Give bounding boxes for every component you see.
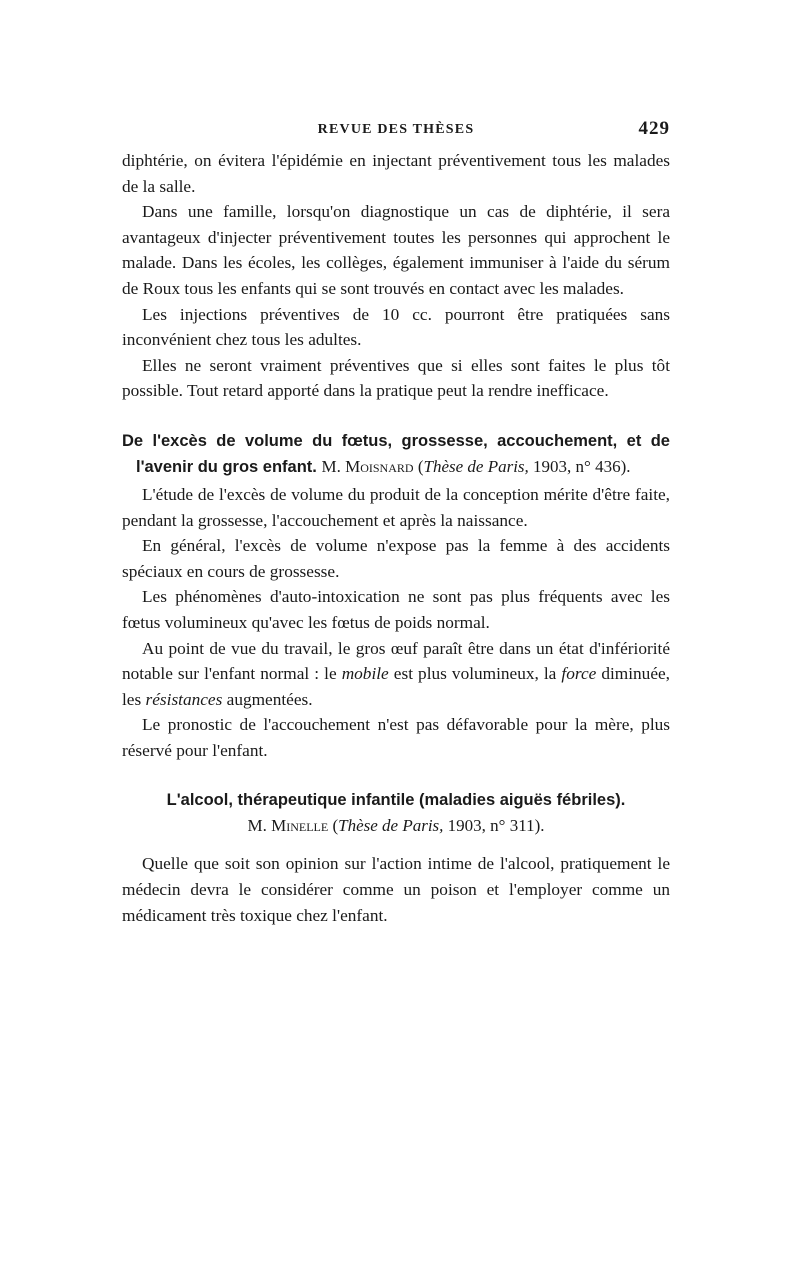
section-heading	[122, 787, 670, 839]
page	[122, 118, 670, 928]
paragraph: diphtérie, on évitera l'épidémie en injectant préventivement tous les malades de la salle.	[122, 151, 670, 196]
paragraph: L'étude de l'excès de volume du produit de la conception mérite d'être faite, pendant la grossesse, l'accouchement et après la naissance.	[122, 484, 670, 530]
paragraph: Quelle que soit son opinion sur l'action intime de l'alcool, pratiquement le médecin devra le considérer comme un poison et l'employer comme un médicament très toxique chez l'enfant.	[122, 854, 670, 925]
section-heading	[122, 428, 670, 480]
author-name: Minelle	[271, 816, 329, 836]
emphasis-mobile: mobile	[341, 664, 389, 684]
page-number: 429	[638, 118, 670, 139]
author-name: Moisnard	[345, 456, 414, 476]
section-heading-author: M. Minelle (Thèse de Paris, 1903, n° 311).	[247, 816, 545, 836]
paragraph: En général, l'excès de volume n'expose pas la femme à des accidents spéciaux en cours de grossesse.	[122, 536, 670, 581]
section-foetus-volume	[122, 428, 670, 764]
paragraph: Au point de vue du travail, le gros œuf paraît être dans un état d'infériorité notable sur l'enfant normal : le mobile est plus volumineux, la force diminuée, les résistances augmentées.	[122, 638, 670, 709]
section-diphtheria-continued	[122, 148, 670, 404]
paragraph: Les phénomènes d'auto-intoxication ne sont pas plus fréquents avec les fœtus volumineux qu'avec les fœtus de poids normal.	[122, 587, 670, 632]
citation-details: 1903, n° 311).	[443, 816, 545, 836]
emphasis-force: force	[561, 664, 597, 684]
section-heading-title: De l'excès de volume du fœtus, grossesse, accouchement, et de l'avenir du gros enfant.	[122, 431, 670, 476]
running-title: REVUE DES THÈSES	[317, 122, 475, 137]
running-header	[122, 118, 670, 148]
citation-details: 1903, n° 436).	[528, 456, 631, 476]
citation-source: Thèse de Paris,	[338, 816, 444, 836]
paragraph: Elles ne seront vraiment préventives que si elles sont faites le plus tôt possible. Tout retard apporté dans la pratique peut la rendre inefficace.	[122, 355, 670, 401]
paragraph: Dans une famille, lorsqu'on diagnostique un cas de diphtérie, il sera avantageux d'injecter préventivement toutes les personnes qui approchent le malade. Dans les écoles, les collèges, également immuniser à l'aide du sérum de Roux tous les enfants qui se sont trouvés en contact avec les malades.	[122, 202, 670, 298]
section-alcohol	[122, 787, 670, 928]
section-heading-author: M. Moisnard (Thèse de Paris, 1903, n° 436).	[321, 456, 631, 476]
citation-source: Thèse de Paris,	[423, 456, 529, 476]
emphasis-resistances: résistances	[145, 689, 223, 709]
section-heading-title: L'alcool, thérapeutique infantile (maladies aiguës fébriles).	[166, 791, 626, 810]
paragraph: Les injections préventives de 10 cc. pourront être pratiquées sans inconvénient chez tous les adultes.	[122, 304, 670, 350]
section-body	[122, 851, 670, 928]
paragraph: Le pronostic de l'accouchement n'est pas défavorable pour la mère, plus réservé pour l'enfant.	[122, 715, 670, 760]
section-body	[122, 482, 670, 764]
